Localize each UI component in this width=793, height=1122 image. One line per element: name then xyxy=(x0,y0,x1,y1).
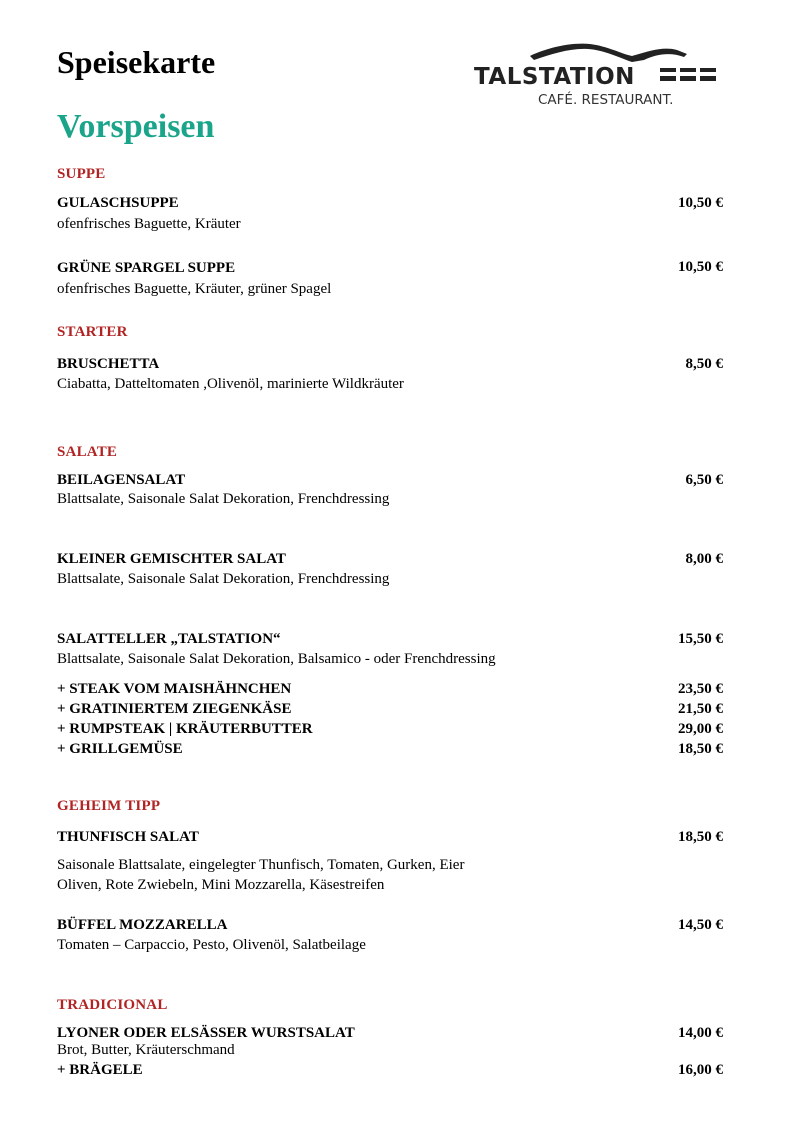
item-price-bueffel-mozzarella: 14,50 € xyxy=(678,917,723,933)
extra-price: 23,50 € xyxy=(678,681,723,697)
item-name-beilagensalat: BEILAGENSALAT xyxy=(57,472,186,488)
extra-price: 18,50 € xyxy=(678,741,723,757)
extra-name: + GRILLGEMÜSE xyxy=(57,741,183,757)
item-name-gemischter-salat: KLEINER GEMISCHTER SALAT xyxy=(57,551,286,567)
item-name-bueffel-mozzarella: BÜFFEL MOZZARELLA xyxy=(57,917,228,933)
svg-text:TALSTATION: TALSTATION xyxy=(474,64,635,90)
item-price-beilagensalat: 6,50 € xyxy=(685,472,723,488)
item-desc-gulaschsuppe: ofenfrisches Baguette, Kräuter xyxy=(57,216,241,232)
category-suppe: SUPPE xyxy=(57,166,106,182)
category-geheim-tipp: GEHEIM TIPP xyxy=(57,798,161,814)
extra-name: + STEAK VOM MAISHÄHNCHEN xyxy=(57,681,292,697)
item-price-bruschetta: 8,50 € xyxy=(685,356,723,372)
item-price-salatteller: 15,50 € xyxy=(678,631,723,647)
item-desc-thunfisch-salat-line1: Saisonale Blattsalate, eingelegter Thunfisch, Tomaten, Gurken, Eier xyxy=(57,857,465,873)
category-salate: SALATE xyxy=(57,444,118,460)
extra-price: 29,00 € xyxy=(678,721,723,737)
item-name-braegele: + BRÄGELE xyxy=(57,1062,143,1078)
item-price-thunfisch-salat: 18,50 € xyxy=(678,829,723,845)
item-name-wurstsalat: LYONER ODER ELSÄSSER WURSTSALAT xyxy=(57,1025,355,1041)
item-desc-bueffel-mozzarella: Tomaten – Carpaccio, Pesto, Olivenöl, Salatbeilage xyxy=(57,937,366,953)
item-name-gulaschsuppe: GULASCHSUPPE xyxy=(57,195,179,211)
category-tradicional: TRADICIONAL xyxy=(57,997,168,1013)
item-price-gemischter-salat: 8,00 € xyxy=(685,551,723,567)
item-desc-spargel-suppe: ofenfrisches Baguette, Kräuter, grüner Spagel xyxy=(57,281,332,297)
item-price-wurstsalat: 14,00 € xyxy=(678,1025,723,1041)
item-desc-gemischter-salat: Blattsalate, Saisonale Salat Dekoration, Frenchdressing xyxy=(57,571,390,587)
item-desc-thunfisch-salat-line2: Oliven, Rote Zwiebeln, Mini Mozzarella, Käsestreifen xyxy=(57,877,385,893)
item-name-bruschetta: BRUSCHETTA xyxy=(57,356,160,372)
extra-name: + RUMPSTEAK | KRÄUTERBUTTER xyxy=(57,721,313,737)
item-name-salatteller: SALATTELLER „TALSTATION“ xyxy=(57,631,281,647)
item-name-thunfisch-salat: THUNFISCH SALAT xyxy=(57,829,199,845)
item-desc-bruschetta: Ciabatta, Datteltomaten ,Olivenöl, marinierte Wildkräuter xyxy=(57,376,404,392)
item-price-spargel-suppe: 10,50 € xyxy=(678,259,723,275)
item-desc-wurstsalat: Brot, Butter, Kräuterschmand xyxy=(57,1042,235,1058)
extra-price: 21,50 € xyxy=(678,701,723,717)
svg-text:CAFÉ. RESTAURANT.: CAFÉ. RESTAURANT. xyxy=(538,92,674,108)
item-name-spargel-suppe: GRÜNE SPARGEL SUPPE xyxy=(57,260,236,276)
extra-name: + GRATINIERTEM ZIEGENKÄSE xyxy=(57,701,292,717)
page-title: Speisekarte xyxy=(57,44,216,80)
talstation-logo xyxy=(472,40,727,110)
item-desc-salatteller: Blattsalate, Saisonale Salat Dekoration, Balsamico - oder Frenchdressing xyxy=(57,651,496,667)
section-title: Vorspeisen xyxy=(57,108,215,145)
item-price-gulaschsuppe: 10,50 € xyxy=(678,195,723,211)
category-starter: STARTER xyxy=(57,324,128,340)
item-price-braegele: 16,00 € xyxy=(678,1062,723,1078)
item-desc-beilagensalat: Blattsalate, Saisonale Salat Dekoration, Frenchdressing xyxy=(57,491,390,507)
